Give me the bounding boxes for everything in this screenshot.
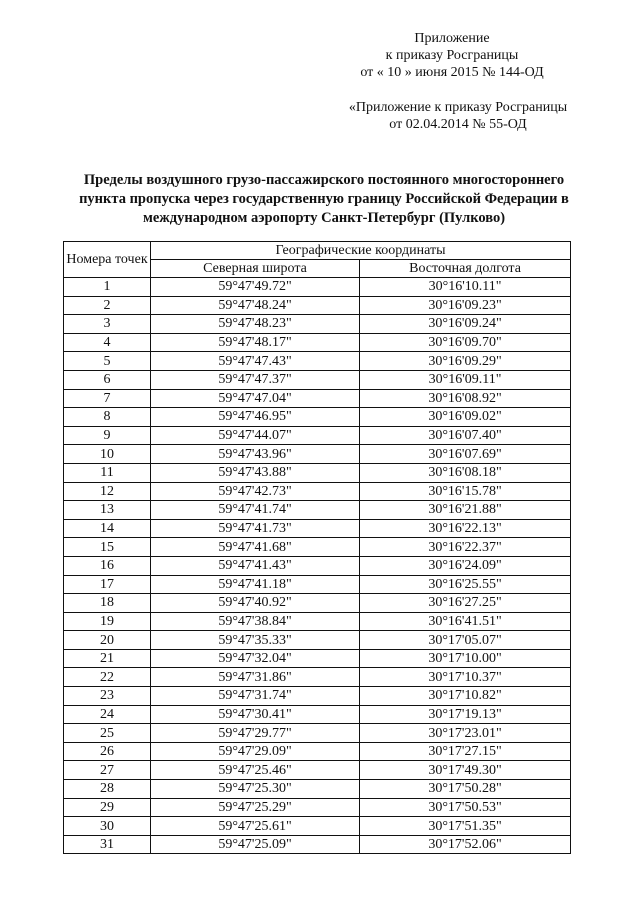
latitude-cell: 59°47'49.72" [151, 278, 360, 297]
previous-annex-line-2: от 02.04.2014 № 55-ОД [389, 117, 527, 132]
table-row [64, 482, 571, 501]
annex-heading [320, 30, 584, 81]
header-east-longitude: Восточная долгота [360, 260, 571, 278]
point-number-cell: 13 [64, 501, 151, 520]
latitude-cell: 59°47'43.96" [151, 445, 360, 464]
latitude-cell: 59°47'47.04" [151, 389, 360, 408]
latitude-cell: 59°47'46.95" [151, 408, 360, 427]
point-number-cell: 29 [64, 798, 151, 817]
table-row [64, 463, 571, 482]
table-row [64, 631, 571, 650]
point-number-cell: 22 [64, 668, 151, 687]
table-row [64, 389, 571, 408]
table-row [64, 370, 571, 389]
longitude-cell: 30°17'19.13" [360, 705, 571, 724]
longitude-cell: 30°16'09.23" [360, 296, 571, 315]
latitude-cell: 59°47'40.92" [151, 594, 360, 613]
latitude-cell: 59°47'25.09" [151, 835, 360, 854]
document-title-line-2: пункта пропуска через государственную границу Российской Федерации в [79, 191, 569, 207]
latitude-cell: 59°47'31.74" [151, 687, 360, 706]
latitude-cell: 59°47'41.43" [151, 556, 360, 575]
latitude-cell: 59°47'25.61" [151, 817, 360, 836]
point-number-cell: 18 [64, 594, 151, 613]
point-number-cell: 1 [64, 278, 151, 297]
longitude-cell: 30°17'52.06" [360, 835, 571, 854]
point-number-cell: 9 [64, 426, 151, 445]
longitude-cell: 30°16'25.55" [360, 575, 571, 594]
longitude-cell: 30°16'07.69" [360, 445, 571, 464]
table-row [64, 426, 571, 445]
table-row [64, 724, 571, 743]
latitude-cell: 59°47'41.18" [151, 575, 360, 594]
latitude-cell: 59°47'42.73" [151, 482, 360, 501]
point-number-cell: 24 [64, 705, 151, 724]
table-row [64, 501, 571, 520]
point-number-cell: 2 [64, 296, 151, 315]
table-row [64, 649, 571, 668]
annex-line-1: Приложение [414, 31, 490, 46]
header-point-number: Номера точек [64, 242, 151, 278]
latitude-cell: 59°47'41.74" [151, 501, 360, 520]
point-number-cell: 21 [64, 649, 151, 668]
table-row [64, 575, 571, 594]
previous-annex-line-1: «Приложение к приказу Росграницы [348, 100, 568, 115]
table-row [64, 296, 571, 315]
longitude-cell: 30°17'50.53" [360, 798, 571, 817]
latitude-cell: 59°47'32.04" [151, 649, 360, 668]
longitude-cell: 30°17'10.37" [360, 668, 571, 687]
table-row [64, 612, 571, 631]
point-number-cell: 8 [64, 408, 151, 427]
table-row [64, 538, 571, 557]
latitude-cell: 59°47'30.41" [151, 705, 360, 724]
latitude-cell: 59°47'48.17" [151, 333, 360, 352]
longitude-cell: 30°16'07.40" [360, 426, 571, 445]
table-row [64, 594, 571, 613]
table-row [64, 445, 571, 464]
table-row [64, 556, 571, 575]
longitude-cell: 30°17'10.82" [360, 687, 571, 706]
point-number-cell: 20 [64, 631, 151, 650]
latitude-cell: 59°47'47.43" [151, 352, 360, 371]
longitude-cell: 30°16'08.92" [360, 389, 571, 408]
annex-line-3: от « 10 » июня 2015 № 144-ОД [360, 65, 544, 80]
point-number-cell: 15 [64, 538, 151, 557]
point-number-cell: 25 [64, 724, 151, 743]
longitude-cell: 30°16'22.37" [360, 538, 571, 557]
latitude-cell: 59°47'38.84" [151, 612, 360, 631]
point-number-cell: 7 [64, 389, 151, 408]
longitude-cell: 30°16'27.25" [360, 594, 571, 613]
table-row [64, 668, 571, 687]
longitude-cell: 30°17'27.15" [360, 742, 571, 761]
latitude-cell: 59°47'48.24" [151, 296, 360, 315]
longitude-cell: 30°16'21.88" [360, 501, 571, 520]
latitude-cell: 59°47'25.29" [151, 798, 360, 817]
document-title-line-3: международном аэропорту Санкт-Петербург (Пулково) [142, 210, 506, 226]
coordinates-table-body [64, 278, 571, 854]
point-number-cell: 10 [64, 445, 151, 464]
point-number-cell: 19 [64, 612, 151, 631]
point-number-cell: 27 [64, 761, 151, 780]
longitude-cell: 30°17'05.07" [360, 631, 571, 650]
table-row [64, 835, 571, 854]
table-row [64, 333, 571, 352]
latitude-cell: 59°47'48.23" [151, 315, 360, 334]
point-number-cell: 23 [64, 687, 151, 706]
table-row [64, 352, 571, 371]
annex-line-2: к приказу Росграницы [385, 48, 519, 63]
point-number-cell: 6 [64, 370, 151, 389]
latitude-cell: 59°47'41.68" [151, 538, 360, 557]
longitude-cell: 30°17'50.28" [360, 780, 571, 799]
table-row [64, 742, 571, 761]
table-row [64, 519, 571, 538]
point-number-cell: 4 [64, 333, 151, 352]
longitude-cell: 30°16'41.51" [360, 612, 571, 631]
point-number-cell: 12 [64, 482, 151, 501]
table-row [64, 817, 571, 836]
point-number-cell: 11 [64, 463, 151, 482]
latitude-cell: 59°47'31.86" [151, 668, 360, 687]
table-row [64, 687, 571, 706]
longitude-cell: 30°16'09.70" [360, 333, 571, 352]
point-number-cell: 3 [64, 315, 151, 334]
longitude-cell: 30°17'23.01" [360, 724, 571, 743]
longitude-cell: 30°17'10.00" [360, 649, 571, 668]
point-number-cell: 17 [64, 575, 151, 594]
table-row [64, 315, 571, 334]
latitude-cell: 59°47'44.07" [151, 426, 360, 445]
previous-annex-heading [318, 99, 598, 133]
point-number-cell: 31 [64, 835, 151, 854]
longitude-cell: 30°16'09.24" [360, 315, 571, 334]
point-number-cell: 30 [64, 817, 151, 836]
longitude-cell: 30°17'51.35" [360, 817, 571, 836]
table-row [64, 798, 571, 817]
latitude-cell: 59°47'29.77" [151, 724, 360, 743]
longitude-cell: 30°16'09.11" [360, 370, 571, 389]
table-row [64, 705, 571, 724]
coordinates-table [63, 241, 571, 854]
table-row [64, 278, 571, 297]
latitude-cell: 59°47'41.73" [151, 519, 360, 538]
table-row [64, 761, 571, 780]
longitude-cell: 30°16'09.02" [360, 408, 571, 427]
latitude-cell: 59°47'25.30" [151, 780, 360, 799]
point-number-cell: 14 [64, 519, 151, 538]
point-number-cell: 16 [64, 556, 151, 575]
point-number-cell: 26 [64, 742, 151, 761]
longitude-cell: 30°16'22.13" [360, 519, 571, 538]
point-number-cell: 5 [64, 352, 151, 371]
longitude-cell: 30°16'24.09" [360, 556, 571, 575]
latitude-cell: 59°47'29.09" [151, 742, 360, 761]
latitude-cell: 59°47'25.46" [151, 761, 360, 780]
point-number-cell: 28 [64, 780, 151, 799]
latitude-cell: 59°47'35.33" [151, 631, 360, 650]
document-title [40, 171, 608, 228]
longitude-cell: 30°16'08.18" [360, 463, 571, 482]
longitude-cell: 30°17'49.30" [360, 761, 571, 780]
table-row [64, 780, 571, 799]
latitude-cell: 59°47'47.37" [151, 370, 360, 389]
document-title-line-1: Пределы воздушного грузо-пассажирского постоянного многостороннего [83, 172, 565, 188]
longitude-cell: 30°16'09.29" [360, 352, 571, 371]
table-row [64, 408, 571, 427]
header-north-latitude: Северная широта [151, 260, 360, 278]
header-geo-coordinates: Географические координаты [151, 242, 571, 260]
latitude-cell: 59°47'43.88" [151, 463, 360, 482]
longitude-cell: 30°16'10.11" [360, 278, 571, 297]
longitude-cell: 30°16'15.78" [360, 482, 571, 501]
